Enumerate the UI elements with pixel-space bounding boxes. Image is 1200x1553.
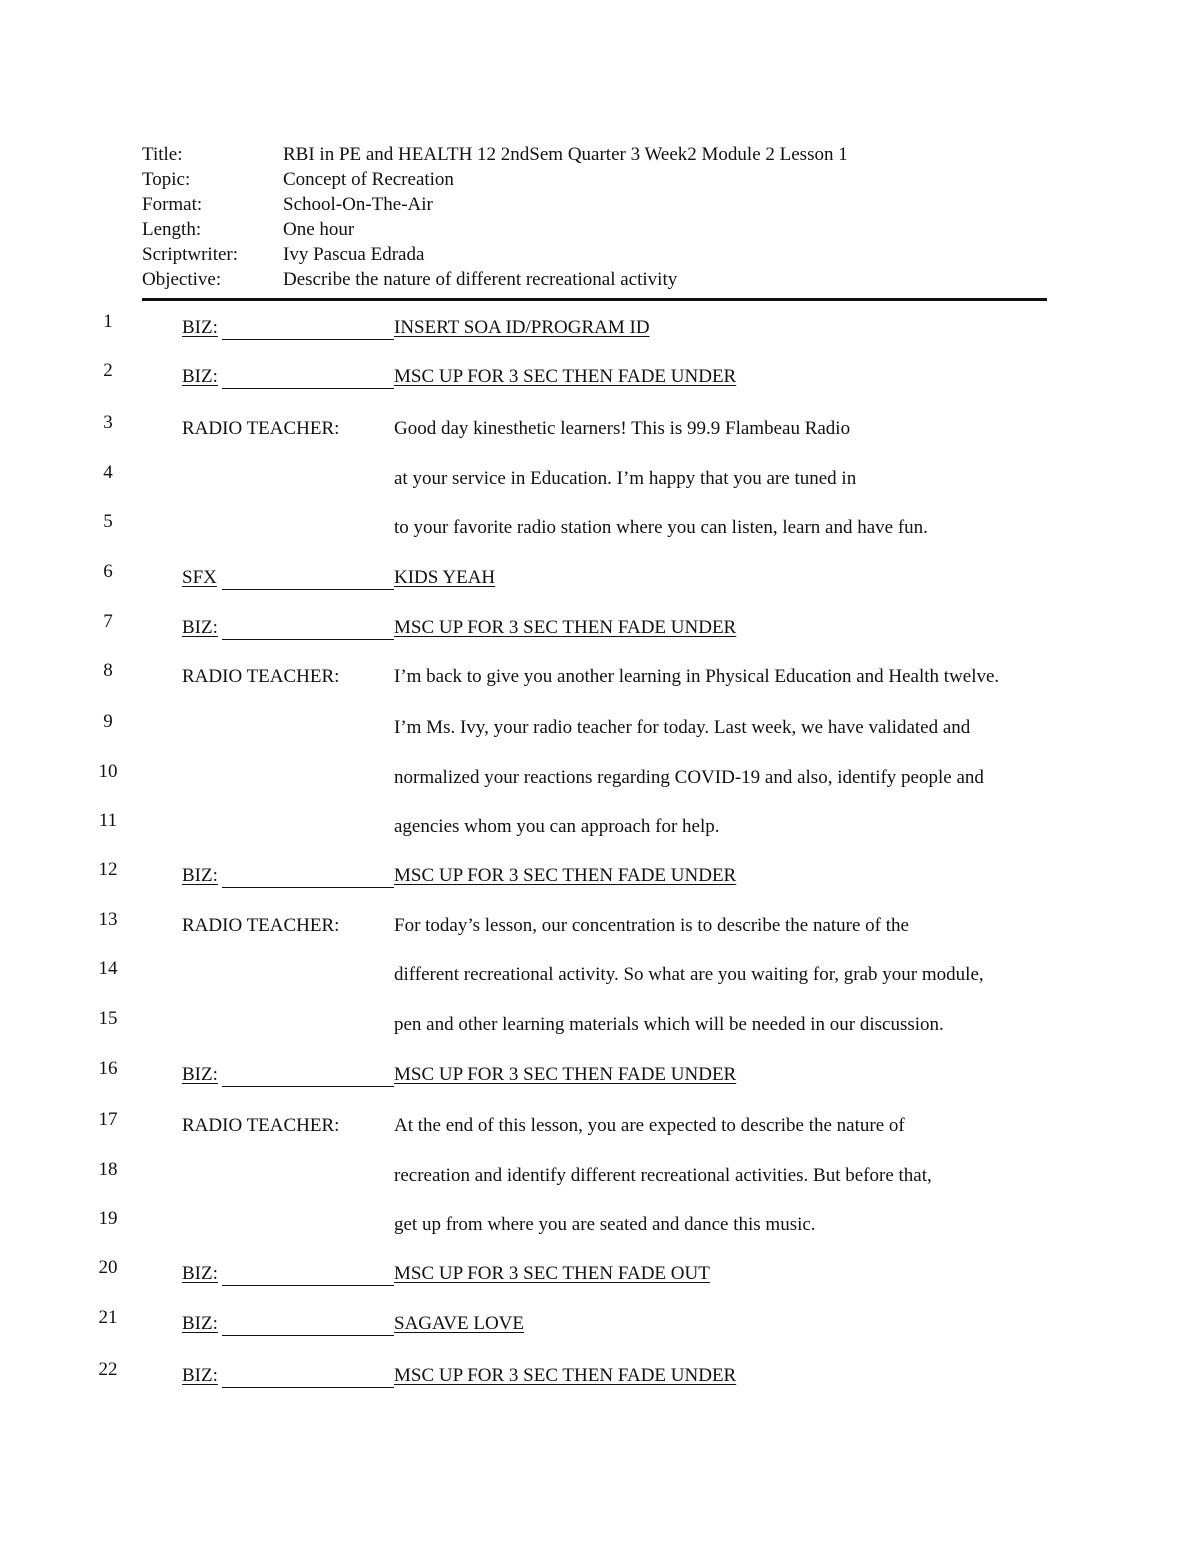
dialogue-text: Good day kinesthetic learners! This is 99.9 Flambeau Radio: [394, 418, 851, 439]
header-label: Scriptwriter:: [142, 244, 239, 265]
script-line: [0, 414, 1200, 444]
line-number: 17: [98, 1109, 118, 1130]
cue-label: SFX: [182, 567, 217, 588]
line-number: 1: [103, 311, 113, 332]
line-number: 20: [98, 1257, 118, 1278]
dialogue-text: normalized your reactions regarding COVID-19 and also, identify people and: [394, 767, 984, 788]
dialogue-text: At the end of this lesson, you are expected to describe the nature of: [394, 1115, 905, 1136]
cue-label: BIZ:: [182, 617, 218, 638]
header-label: Topic:: [142, 169, 191, 190]
line-number: 4: [103, 462, 113, 483]
line-number: 12: [98, 859, 118, 880]
script-line: [0, 911, 1200, 941]
cue-label: BIZ:: [182, 1064, 218, 1085]
cue-label: BIZ:: [182, 1263, 218, 1284]
cue-text: MSC UP FOR 3 SEC THEN FADE OUT: [394, 1263, 710, 1284]
line-number: 13: [98, 909, 118, 930]
cue-underline: [222, 1387, 394, 1388]
header-value: Concept of Recreation: [283, 169, 454, 190]
cue-underline: [222, 1086, 394, 1087]
cue-label: BIZ:: [182, 366, 218, 387]
cue-label: BIZ:: [182, 1313, 218, 1334]
cue-text: MSC UP FOR 3 SEC THEN FADE UNDER: [394, 366, 737, 387]
speaker-label: RADIO TEACHER:: [182, 915, 340, 936]
script-line: [0, 713, 1200, 743]
cue-label: BIZ:: [182, 317, 218, 338]
dialogue-text: recreation and identify different recreational activities. But before that,: [394, 1165, 932, 1186]
script-header: [142, 142, 848, 292]
speaker-label: RADIO TEACHER:: [182, 418, 340, 439]
line-number: 11: [98, 810, 118, 831]
cue-text: SAGAVE LOVE: [394, 1313, 525, 1334]
script-line: [0, 1010, 1200, 1040]
header-row-topic: [142, 167, 848, 192]
line-number: 8: [103, 660, 113, 681]
script-line: [0, 1161, 1200, 1191]
header-value: School-On-The-Air: [283, 194, 433, 215]
cue-underline: [222, 1335, 394, 1336]
header-value: Ivy Pascua Edrada: [283, 244, 425, 265]
dialogue-text: different recreational activity. So what are you waiting for, grab your module,: [394, 964, 984, 985]
script-line: [0, 513, 1200, 543]
script-line: [0, 313, 1200, 343]
cue-underline: [222, 388, 394, 389]
dialogue-text: get up from where you are seated and dance this music.: [394, 1214, 816, 1235]
dialogue-text: pen and other learning materials which will be needed in our discussion.: [394, 1014, 944, 1035]
cue-text: MSC UP FOR 3 SEC THEN FADE UNDER: [394, 865, 737, 886]
script-line: [0, 1111, 1200, 1141]
cue-text: KIDS YEAH: [394, 567, 496, 588]
line-number: 15: [98, 1008, 118, 1029]
script-line: [0, 763, 1200, 793]
script-line: [0, 563, 1200, 593]
header-row-objective: [142, 267, 848, 292]
cue-label: BIZ:: [182, 1365, 218, 1386]
script-line: [0, 362, 1200, 392]
script-line: [0, 812, 1200, 842]
line-number: 3: [103, 412, 113, 433]
dialogue-text: For today’s lesson, our concentration is to describe the nature of the: [394, 915, 909, 936]
line-number: 18: [98, 1159, 118, 1180]
header-value: Describe the nature of different recreational activity: [283, 269, 678, 290]
speaker-label: RADIO TEACHER:: [182, 1115, 340, 1136]
cue-text: MSC UP FOR 3 SEC THEN FADE UNDER: [394, 1365, 737, 1386]
header-label: Title:: [142, 144, 183, 165]
line-number: 22: [98, 1359, 118, 1380]
cue-label: BIZ:: [182, 865, 218, 886]
line-number: 9: [103, 711, 113, 732]
line-number: 2: [103, 360, 113, 381]
script-line: [0, 1259, 1200, 1289]
cue-text: MSC UP FOR 3 SEC THEN FADE UNDER: [394, 1064, 737, 1085]
header-row-format: [142, 192, 848, 217]
header-value: RBI in PE and HEALTH 12 2ndSem Quarter 3 Week2 Module 2 Lesson 1: [283, 144, 848, 165]
script-line: [0, 464, 1200, 494]
line-number: 16: [98, 1058, 118, 1079]
line-number: 7: [103, 611, 113, 632]
cue-text: INSERT SOA ID/PROGRAM ID: [394, 317, 650, 338]
header-row-title: [142, 142, 848, 167]
script-line: [0, 1361, 1200, 1391]
script-line: [0, 1060, 1200, 1090]
cue-underline: [222, 887, 394, 888]
line-number: 5: [103, 511, 113, 532]
dialogue-text: to your favorite radio station where you can listen, learn and have fun.: [394, 517, 928, 538]
cue-underline: [222, 589, 394, 590]
speaker-label: RADIO TEACHER:: [182, 666, 340, 687]
header-label: Objective:: [142, 269, 222, 290]
script-line: [0, 662, 1200, 692]
line-number: 21: [98, 1307, 118, 1328]
cue-underline: [222, 339, 394, 340]
dialogue-text: agencies whom you can approach for help.: [394, 816, 720, 837]
dialogue-text: I’m Ms. Ivy, your radio teacher for today. Last week, we have validated and: [394, 717, 971, 738]
cue-text: MSC UP FOR 3 SEC THEN FADE UNDER: [394, 617, 737, 638]
script-line: [0, 1309, 1200, 1339]
script-line: [0, 1210, 1200, 1240]
script-line: [0, 613, 1200, 643]
header-divider: [142, 298, 1047, 301]
script-line: [0, 861, 1200, 891]
script-line: [0, 960, 1200, 990]
dialogue-text: I’m back to give you another learning in Physical Education and Health twelve.: [394, 666, 1000, 687]
dialogue-text: at your service in Education. I’m happy that you are tuned in: [394, 468, 857, 489]
cue-underline: [222, 639, 394, 640]
header-row-length: [142, 217, 848, 242]
header-label: Length:: [142, 219, 202, 240]
cue-underline: [222, 1285, 394, 1286]
header-label: Format:: [142, 194, 203, 215]
header-row-scriptwriter: [142, 242, 848, 267]
header-value: One hour: [283, 219, 355, 240]
line-number: 10: [98, 761, 118, 782]
line-number: 6: [103, 561, 113, 582]
line-number: 14: [98, 958, 118, 979]
line-number: 19: [98, 1208, 118, 1229]
